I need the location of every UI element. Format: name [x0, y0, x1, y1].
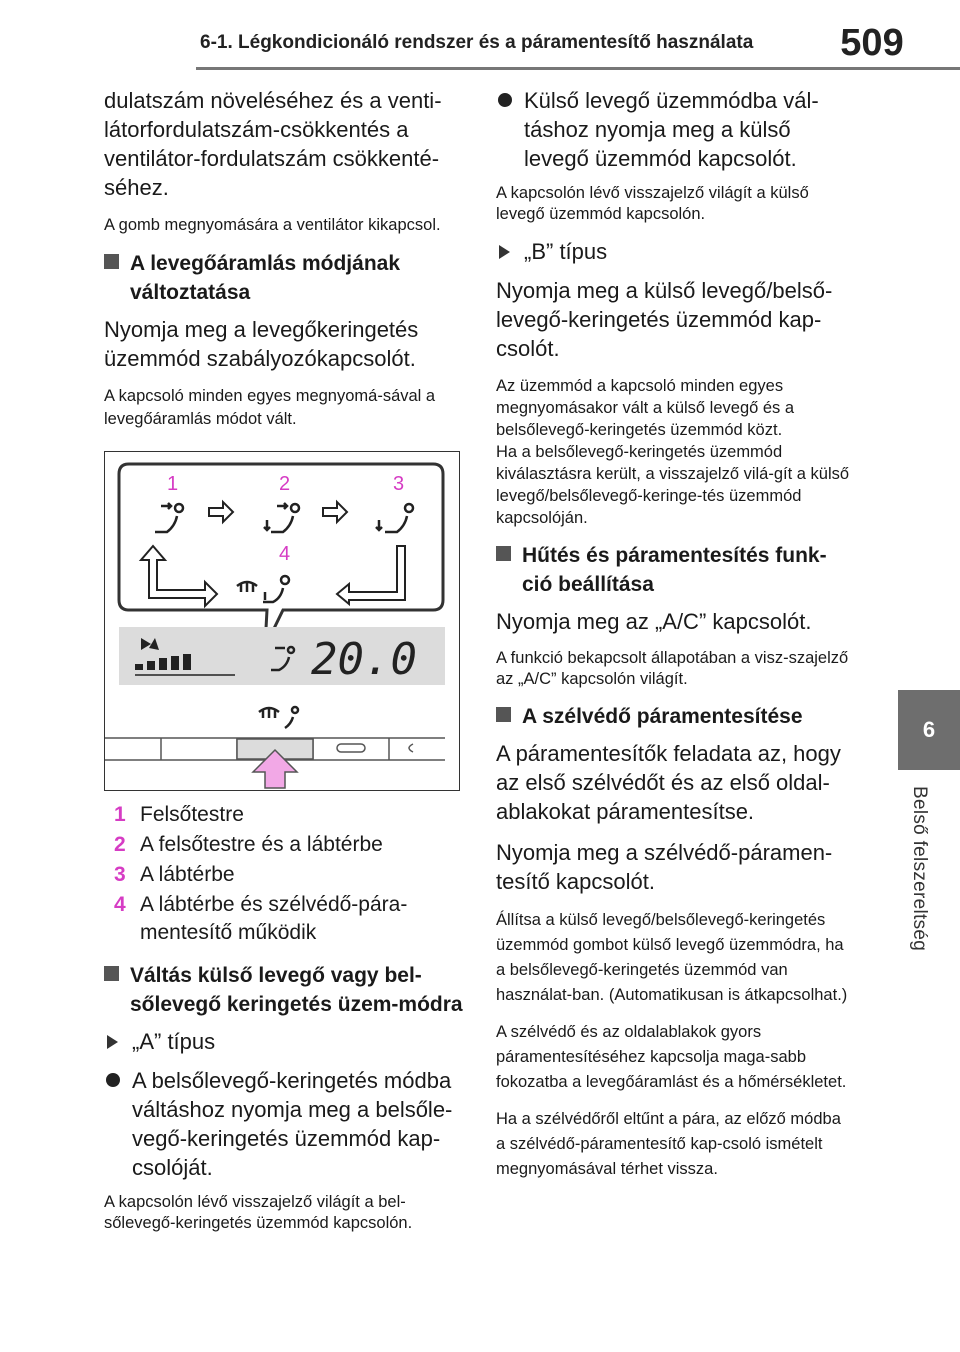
section-heading-cooling: Hűtés és páramentesítés funk-ció beállítása — [496, 541, 852, 599]
note-paragraph: A kapcsolón lévő visszajelző világít a külső levegő üzemmód kapcsolón. — [496, 184, 809, 223]
list-item: 2 A felsőtestre és a lábtérbe — [114, 833, 383, 856]
temperature-readout: 20.0 — [311, 634, 417, 685]
note-paragraph: A kapcsoló minden egyes megnyomá-sával a levegőáramlás módot vált. — [104, 387, 436, 428]
note-paragraph: A funkció bekapcsolt állapotában a visz-szajelző az „A/C” kapcsolón világít. — [496, 649, 849, 688]
paragraph: dulatszám növeléséhez és a venti-látorfordulatszám-csökkentés a ventilátor-fordulatszám csökkenté-séhez. — [104, 88, 442, 200]
mode-label-1: 1 — [167, 473, 179, 495]
section-heading-airflow: A levegőáramlás módjának változtatása — [104, 249, 470, 307]
note-paragraph: A gomb megnyomására a ventilátor kikapcsol. — [104, 216, 441, 234]
chapter-tab-number: 6 — [922, 717, 936, 742]
type-b-label: „B” típus — [496, 237, 852, 266]
dot-bullet-icon — [498, 93, 512, 107]
square-bullet-icon — [104, 966, 119, 981]
list-item: 1 Felsőtestre — [114, 803, 244, 826]
square-bullet-icon — [104, 254, 119, 269]
header-divider — [196, 67, 960, 70]
list-item: 4 A lábtérbe és szélvédő-pára-mentesítő működik — [114, 893, 408, 944]
dot-bullet-icon — [106, 1073, 120, 1087]
type-a-label: „A” típus — [104, 1027, 470, 1056]
right-column — [496, 86, 852, 1194]
paragraph: A páramentesítők feladata az, hogy az első szélvédőt és az első oldal-ablakokat páramentesítse. — [496, 741, 841, 824]
triangle-bullet-icon — [107, 1035, 118, 1049]
mode-label-2: 2 — [279, 473, 291, 495]
section-heading-defrost: A szélvédő páramentesítése — [496, 702, 852, 731]
mode-label-3: 3 — [393, 473, 405, 495]
paragraph: Nyomja meg a levegőkeringetés üzemmód szabályozókapcsolót. — [104, 317, 419, 371]
square-bullet-icon — [496, 707, 511, 722]
section-heading-recirculation: Váltás külső levegő vagy bel-sőlevegő keringetés üzem-módra — [104, 961, 470, 1019]
square-bullet-icon — [496, 546, 511, 561]
paragraph: Nyomja meg a külső levegő/belső-levegő-keringetés üzemmód kap-csolót. — [496, 278, 833, 361]
page-number: 509 — [840, 22, 904, 64]
note-paragraph: Állítsa a külső levegő/belsőlevegő-keringetés üzemmód gombot külső levegő üzemmódra, ha a belsőlevegő-keringetés üzemmód van használat-ban. (Automatikusan is átkapcsolhat.) — [496, 911, 848, 1004]
bullet-outside-air: Külső levegő üzemmódba vál-táshoz nyomja meg a külső levegő üzemmód kapcsolót. — [496, 86, 852, 173]
note-paragraph: Az üzemmód a kapcsoló minden egyes megnyomásakor vált a külső levegő és a belsőlevegő-keringetés üzemmód közt. — [496, 377, 795, 439]
note-paragraph: A szélvédő és az oldalablakok gyors páramentesítéséhez kapcsolja maga-sabb fokozatba a levegőáramlást és a hőmérsékletet. — [496, 1023, 847, 1091]
note-paragraph: Ha a szélvédőről eltűnt a pára, az előző módba a szélvédő-páramentesítő kap-csoló ismételt megnyomásával térhet vissza. — [496, 1110, 841, 1178]
mode-label-4: 4 — [279, 543, 291, 565]
left-column — [104, 86, 470, 1246]
list-item: 3 A lábtérbe — [114, 863, 235, 886]
note-paragraph: Ha a belsőlevegő-keringetés üzemmód kiválasztásra került, a visszajelző vilá-gít a külső levegő/belsőlevegő-keringe-tés üzemmód kapcsolóján. — [496, 443, 850, 527]
triangle-bullet-icon — [499, 245, 510, 259]
bullet-recirculation: A belsőlevegő-keringetés módba váltáshoz nyomja meg a belsőle-vegő-keringetés üzemmód kap-csolóját. — [104, 1066, 470, 1182]
control-button[interactable] — [337, 744, 365, 752]
chapter-tab-label: Belső felszereltség — [909, 786, 930, 952]
chapter-title: 6-1. Légkondicionáló rendszer és a páramentesítő használata — [200, 32, 754, 53]
control-button[interactable] — [409, 744, 413, 752]
note-paragraph: A kapcsolón lévő visszajelző világít a bel-sőlevegő-keringetés üzemmód kapcsolón. — [104, 1193, 413, 1232]
paragraph: Nyomja meg az „A/C” kapcsolót. — [496, 609, 812, 634]
numbered-list — [104, 801, 470, 947]
defrost-indicator-icon — [259, 707, 298, 728]
airflow-mode-figure — [104, 451, 460, 791]
chapter-tab[interactable] — [898, 690, 960, 770]
paragraph: Nyomja meg a szélvédő-páramen-tesítő kapcsolót. — [496, 840, 833, 894]
